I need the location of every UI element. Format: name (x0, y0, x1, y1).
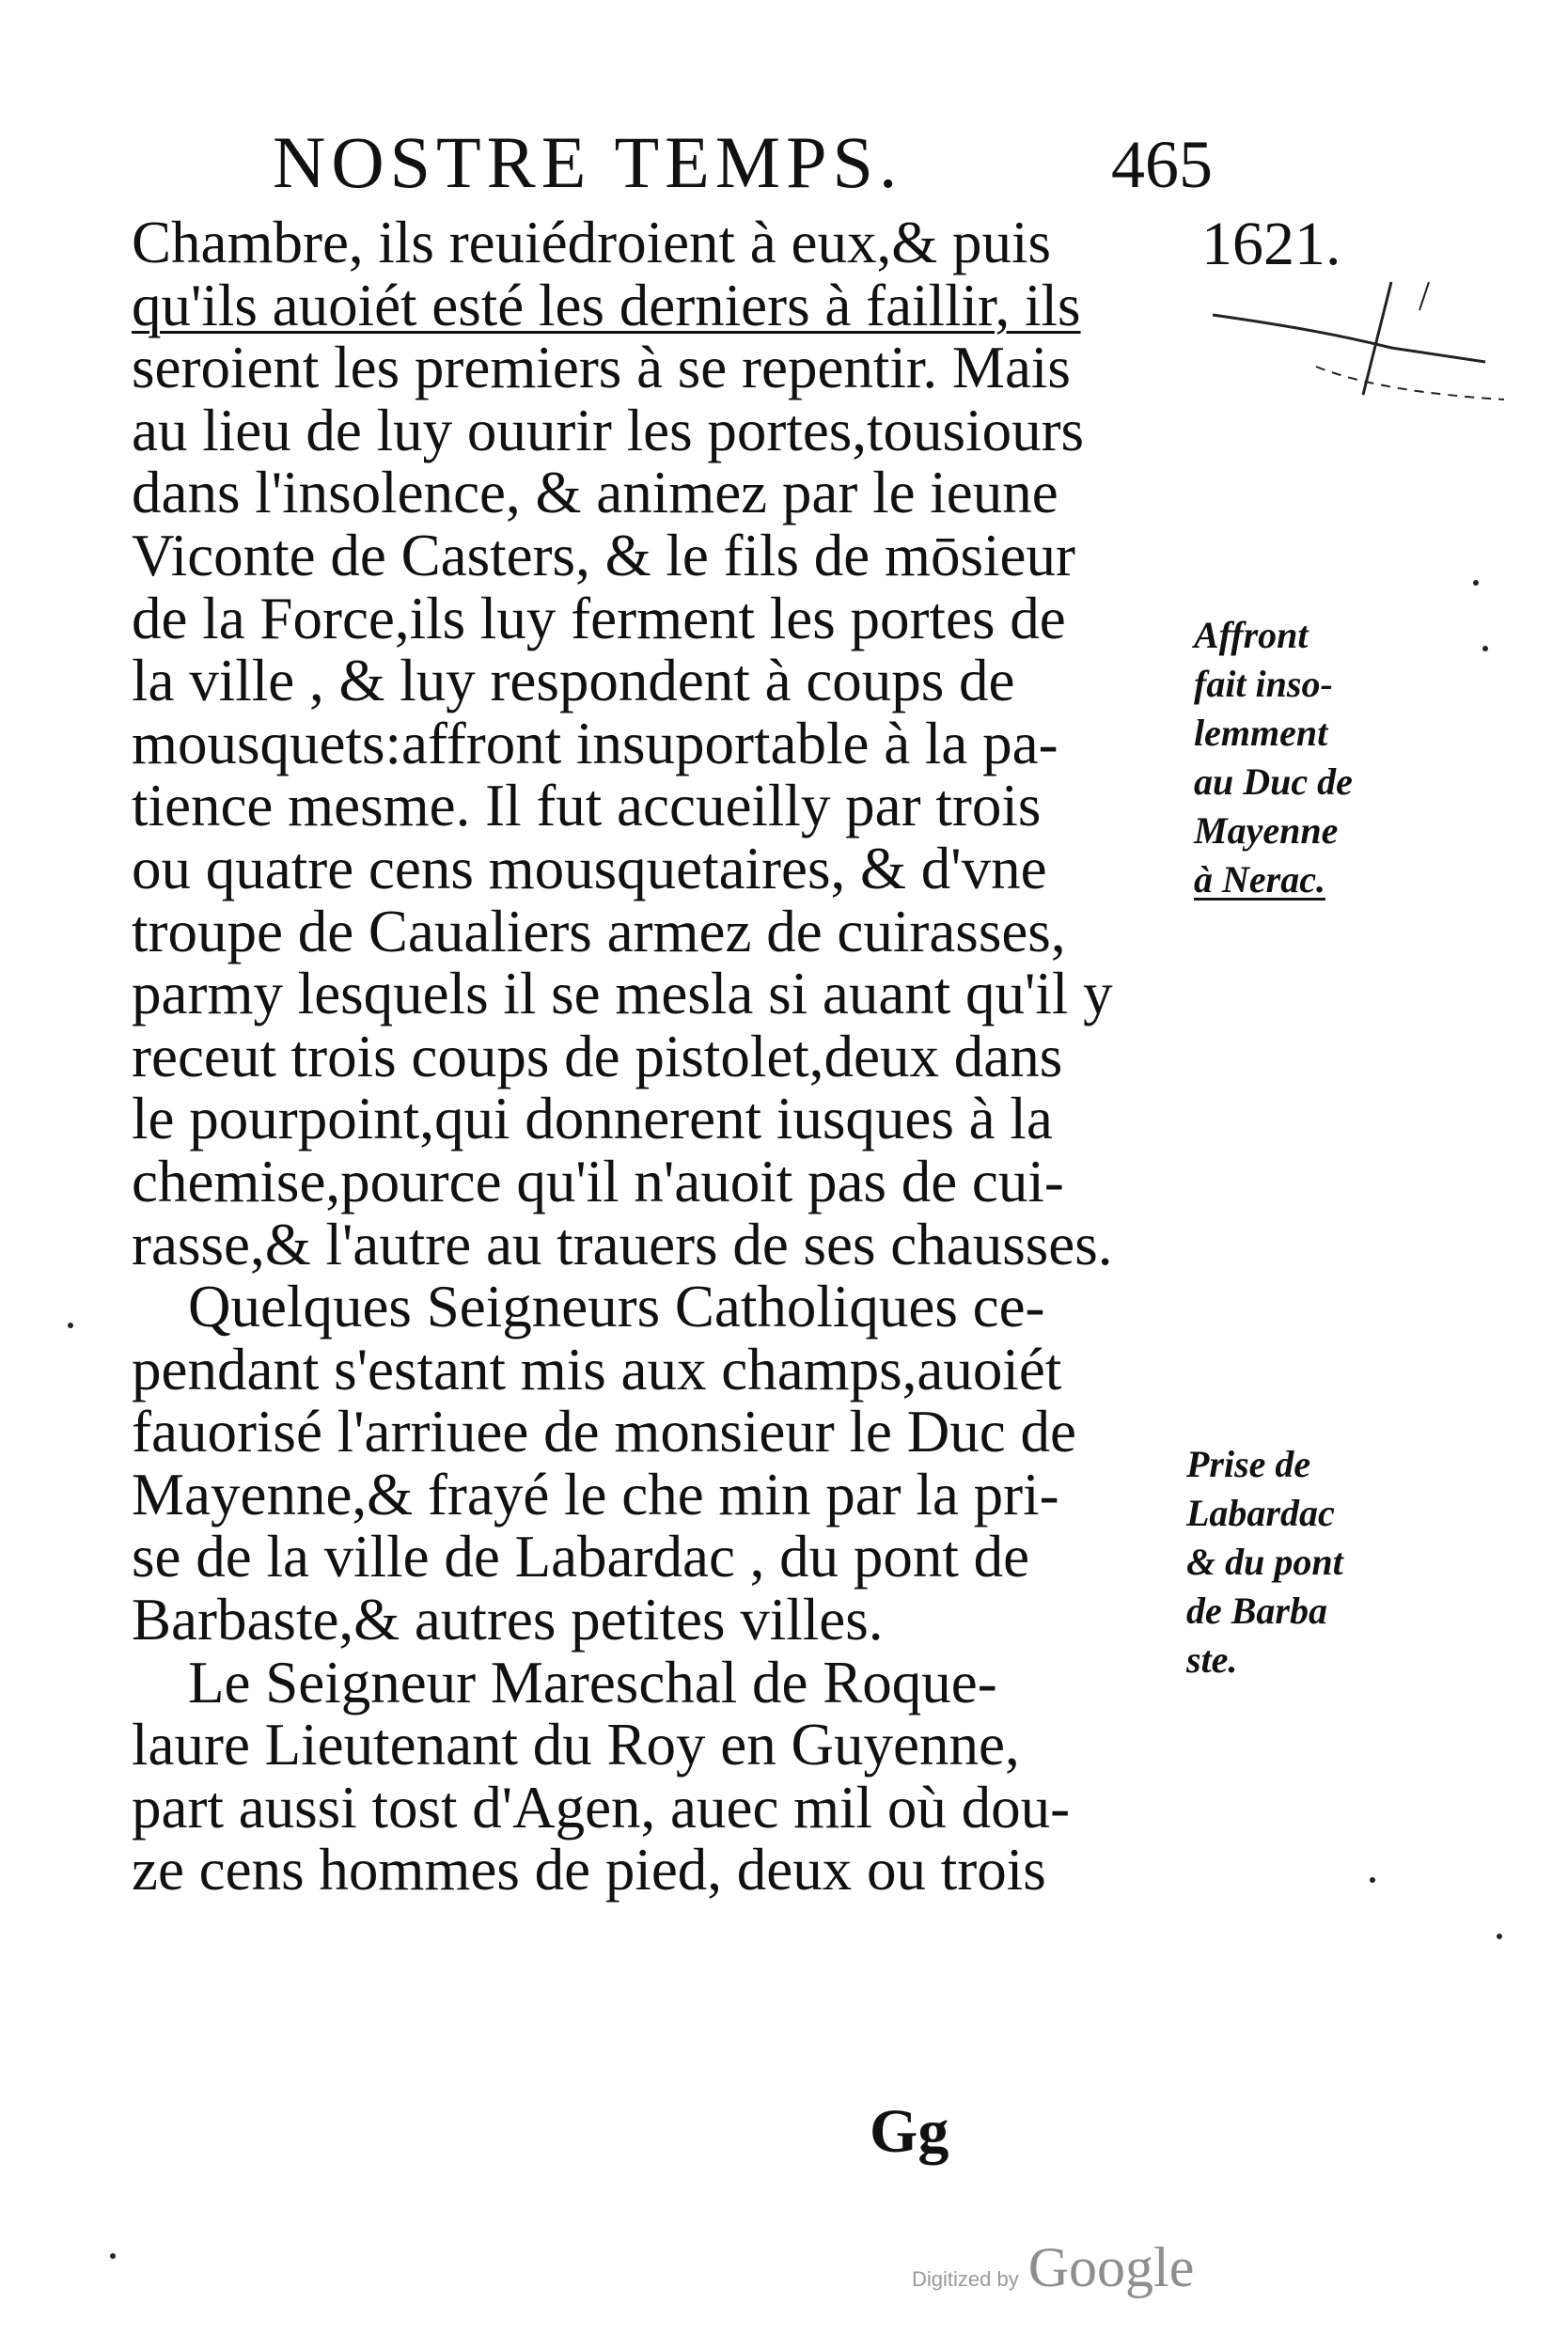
text-line: Chambre, ils reuiédroient à eux,& puis (132, 210, 1052, 275)
pen-dot (68, 1323, 73, 1328)
marginal-year: 1621. (1201, 210, 1341, 278)
watermark-brand: Google (1027, 2236, 1195, 2298)
note-line: à Nerac. (1194, 858, 1325, 901)
text-line: fauorisé l'arriuee de monsieur le Duc de (132, 1399, 1076, 1465)
page-number: 465 (1111, 127, 1213, 202)
text-line: de la Force,ils luy ferment les portes de (132, 585, 1066, 651)
text-line: laure Lieutenant du Roy en Guyenne, (132, 1712, 1020, 1778)
note-line: & du pont (1186, 1541, 1343, 1583)
running-title: NOSTRE TEMPS. (273, 121, 903, 203)
text-line: Viconte de Casters, & le fils de mōsieur (132, 522, 1075, 588)
text-line: Mayenne,& frayé le che min par la pri- (132, 1461, 1059, 1528)
text-line: ou quatre cens mousquetaires, & d'vne (132, 835, 1047, 901)
note-line: fait inso- (1194, 663, 1333, 705)
text-line: au lieu de luy ouurir les portes,tousiours (132, 397, 1085, 463)
text-line: Le Seigneur Mareschal de Roque- (188, 1649, 997, 1716)
text-line: mousquets:affront insuportable à la pa- (132, 710, 1058, 776)
watermark-prefix: Digitized by (912, 2267, 1019, 2291)
pen-dot (110, 2253, 116, 2259)
text-line: ze cens hommes de pied, deux ou trois (132, 1837, 1046, 1904)
text-line: le pourpoint,qui donnerent iusques à la (132, 1086, 1053, 1152)
text-line: tience mesme. Il fut accueilly par trois (132, 773, 1042, 839)
text-line: Barbaste,& autres petites villes. (132, 1587, 884, 1653)
note-line: Prise de (1186, 1443, 1311, 1485)
note-line: ste. (1186, 1638, 1238, 1681)
text-line: seroient les premiers à se repentir. Mais (132, 335, 1071, 401)
note-line: Affront (1194, 614, 1309, 656)
pen-dot (1497, 1934, 1502, 1939)
pen-dot (1482, 646, 1488, 651)
signature-mark: Gg (870, 2097, 949, 2166)
note-line: Mayenne (1194, 809, 1339, 852)
note-line: lemment (1194, 712, 1328, 754)
pen-stroke (1419, 282, 1429, 310)
pen-dot (1370, 1877, 1375, 1883)
text-line: receut trois coups de pistolet,deux dans (132, 1023, 1063, 1089)
note-line: Labardac (1186, 1492, 1335, 1534)
text-line: troupe de Caualiers armez de cuirasses, (132, 898, 1066, 964)
text-line: pendant s'estant mis aux champs,auoiét (132, 1336, 1062, 1402)
text-line: part aussi tost d'Agen, auec mil où dou- (132, 1774, 1071, 1841)
note-line: de Barba (1186, 1590, 1327, 1632)
text-line: chemise,pource qu'il n'auoit pas de cui- (132, 1148, 1064, 1214)
text-line: rasse,& l'autre au trauers de ses chausses. (132, 1211, 1113, 1277)
text-line: la ville , & luy respondent à coups de (132, 648, 1015, 714)
text-line: se de la ville de Labardac , du pont de (132, 1524, 1030, 1590)
pen-stroke (1213, 315, 1485, 362)
pen-stroke (1316, 367, 1504, 400)
pen-dot (1473, 580, 1479, 586)
text-line: qu'ils auoiét esté les derniers à faillir, ils (132, 272, 1081, 338)
note-line: au Duc de (1194, 760, 1353, 803)
text-line: parmy lesquels il se mesla si auant qu'il y (132, 961, 1113, 1027)
text-line: Quelques Seigneurs Catholiques ce- (188, 1274, 1045, 1340)
text-line: dans l'insolence, & animez par le ieune (132, 460, 1058, 526)
pen-stroke (1363, 282, 1391, 395)
